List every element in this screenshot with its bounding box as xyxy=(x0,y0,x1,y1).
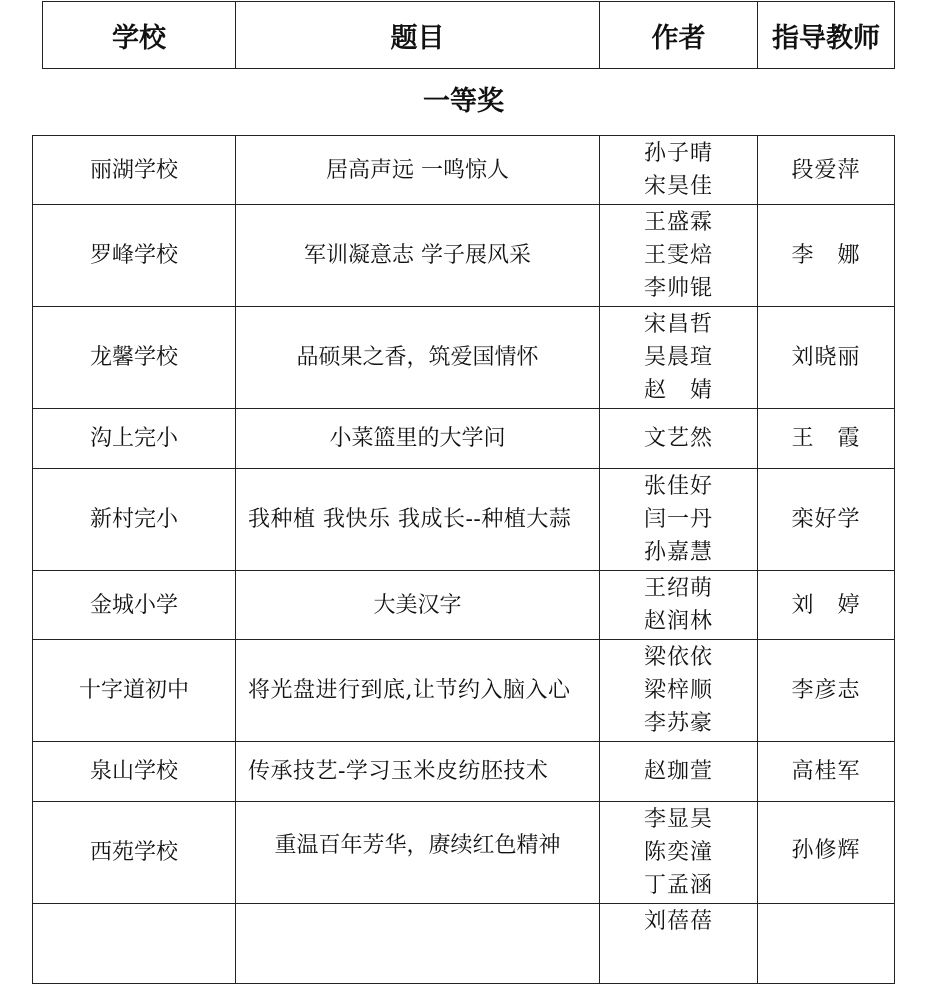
author-name: 王盛霖 xyxy=(643,210,713,235)
author-name: 王绍萌 xyxy=(643,576,713,601)
school-cell: 金城小学 xyxy=(33,571,236,640)
header-school: 学校 xyxy=(43,2,236,69)
header-teacher: 指导教师 xyxy=(758,2,895,69)
author-cell xyxy=(600,205,758,307)
author-name: 吴晨瑄 xyxy=(643,345,713,370)
title-cell: 居高声远 一鸣惊人 xyxy=(236,136,600,205)
author-name: 王雯焙 xyxy=(643,243,713,268)
school-cell: 十字道初中 xyxy=(33,640,236,742)
author-name: 刘蓓蓓 xyxy=(643,909,713,934)
author-name: 宋昊佳 xyxy=(643,174,713,199)
title-cell: 品硕果之香，筑爱国情怀 xyxy=(236,307,600,409)
school-cell: 泉山学校 xyxy=(33,742,236,802)
header-title: 题目 xyxy=(236,2,600,69)
teacher-cell: 刘晓丽 xyxy=(758,307,895,409)
author-cell xyxy=(600,571,758,640)
author-cell xyxy=(600,904,758,984)
author-cell xyxy=(600,640,758,742)
title-cell: 小菜篮里的大学问 xyxy=(236,409,600,469)
author-name: 文艺然 xyxy=(643,426,713,451)
table-row xyxy=(33,205,895,307)
title-cell: 军训凝意志 学子展风采 xyxy=(236,205,600,307)
title-cell xyxy=(236,904,600,984)
teacher-cell: 段爱萍 xyxy=(758,136,895,205)
teacher-cell: 李 娜 xyxy=(758,205,895,307)
author-name: 赵 婧 xyxy=(643,378,713,403)
title-cell: 我种植 我快乐 我成长--种植大蒜 xyxy=(236,469,600,571)
table-row xyxy=(33,571,895,640)
header-row xyxy=(43,2,895,69)
school-cell: 龙馨学校 xyxy=(33,307,236,409)
teacher-cell: 王 霞 xyxy=(758,409,895,469)
table-row xyxy=(33,802,895,904)
author-cell xyxy=(600,469,758,571)
author-name: 赵润林 xyxy=(643,609,713,634)
school-cell: 罗峰学校 xyxy=(33,205,236,307)
author-name: 孙子晴 xyxy=(643,141,713,166)
school-cell: 西苑学校 xyxy=(33,802,236,904)
table-row xyxy=(33,904,895,984)
author-name: 闫一丹 xyxy=(643,507,713,532)
section-title-first-prize: 一等奖 xyxy=(423,86,504,117)
table-row xyxy=(33,307,895,409)
author-name: 赵珈萱 xyxy=(643,759,713,784)
school-cell: 新村完小 xyxy=(33,469,236,571)
teacher-cell: 孙修辉 xyxy=(758,802,895,904)
author-name: 李帅锟 xyxy=(643,276,713,301)
author-cell xyxy=(600,136,758,205)
teacher-cell: 高桂军 xyxy=(758,742,895,802)
author-cell xyxy=(600,802,758,904)
award-table xyxy=(32,135,895,984)
author-name: 丁孟涵 xyxy=(643,873,713,898)
author-name: 梁依依 xyxy=(643,645,713,670)
title-cell: 重温百年芳华，赓续红色精神 xyxy=(236,802,600,904)
author-name: 孙嘉慧 xyxy=(643,540,713,565)
author-cell xyxy=(600,409,758,469)
author-name: 宋昌哲 xyxy=(643,312,713,337)
author-name: 张佳好 xyxy=(643,474,713,499)
title-cell: 将光盘进行到底,让节约入脑入心 xyxy=(236,640,600,742)
title-cell: 传承技艺-学习玉米皮纺胚技术 xyxy=(236,742,600,802)
table-row xyxy=(33,469,895,571)
teacher-cell: 刘 婷 xyxy=(758,571,895,640)
table-row xyxy=(33,409,895,469)
title-cell: 大美汉字 xyxy=(236,571,600,640)
school-cell xyxy=(33,904,236,984)
school-cell: 沟上完小 xyxy=(33,409,236,469)
author-name: 梁梓顺 xyxy=(643,678,713,703)
author-cell xyxy=(600,742,758,802)
teacher-cell: 李彦志 xyxy=(758,640,895,742)
header-author: 作者 xyxy=(600,2,758,69)
author-name: 李显昊 xyxy=(643,807,713,832)
author-name: 李苏豪 xyxy=(643,711,713,736)
teacher-cell xyxy=(758,904,895,984)
teacher-cell: 栾好学 xyxy=(758,469,895,571)
table-row xyxy=(33,136,895,205)
table-row xyxy=(33,742,895,802)
table-row xyxy=(33,640,895,742)
header-table xyxy=(42,1,895,69)
school-cell: 丽湖学校 xyxy=(33,136,236,205)
author-name: 陈奕潼 xyxy=(643,840,713,865)
author-cell xyxy=(600,307,758,409)
